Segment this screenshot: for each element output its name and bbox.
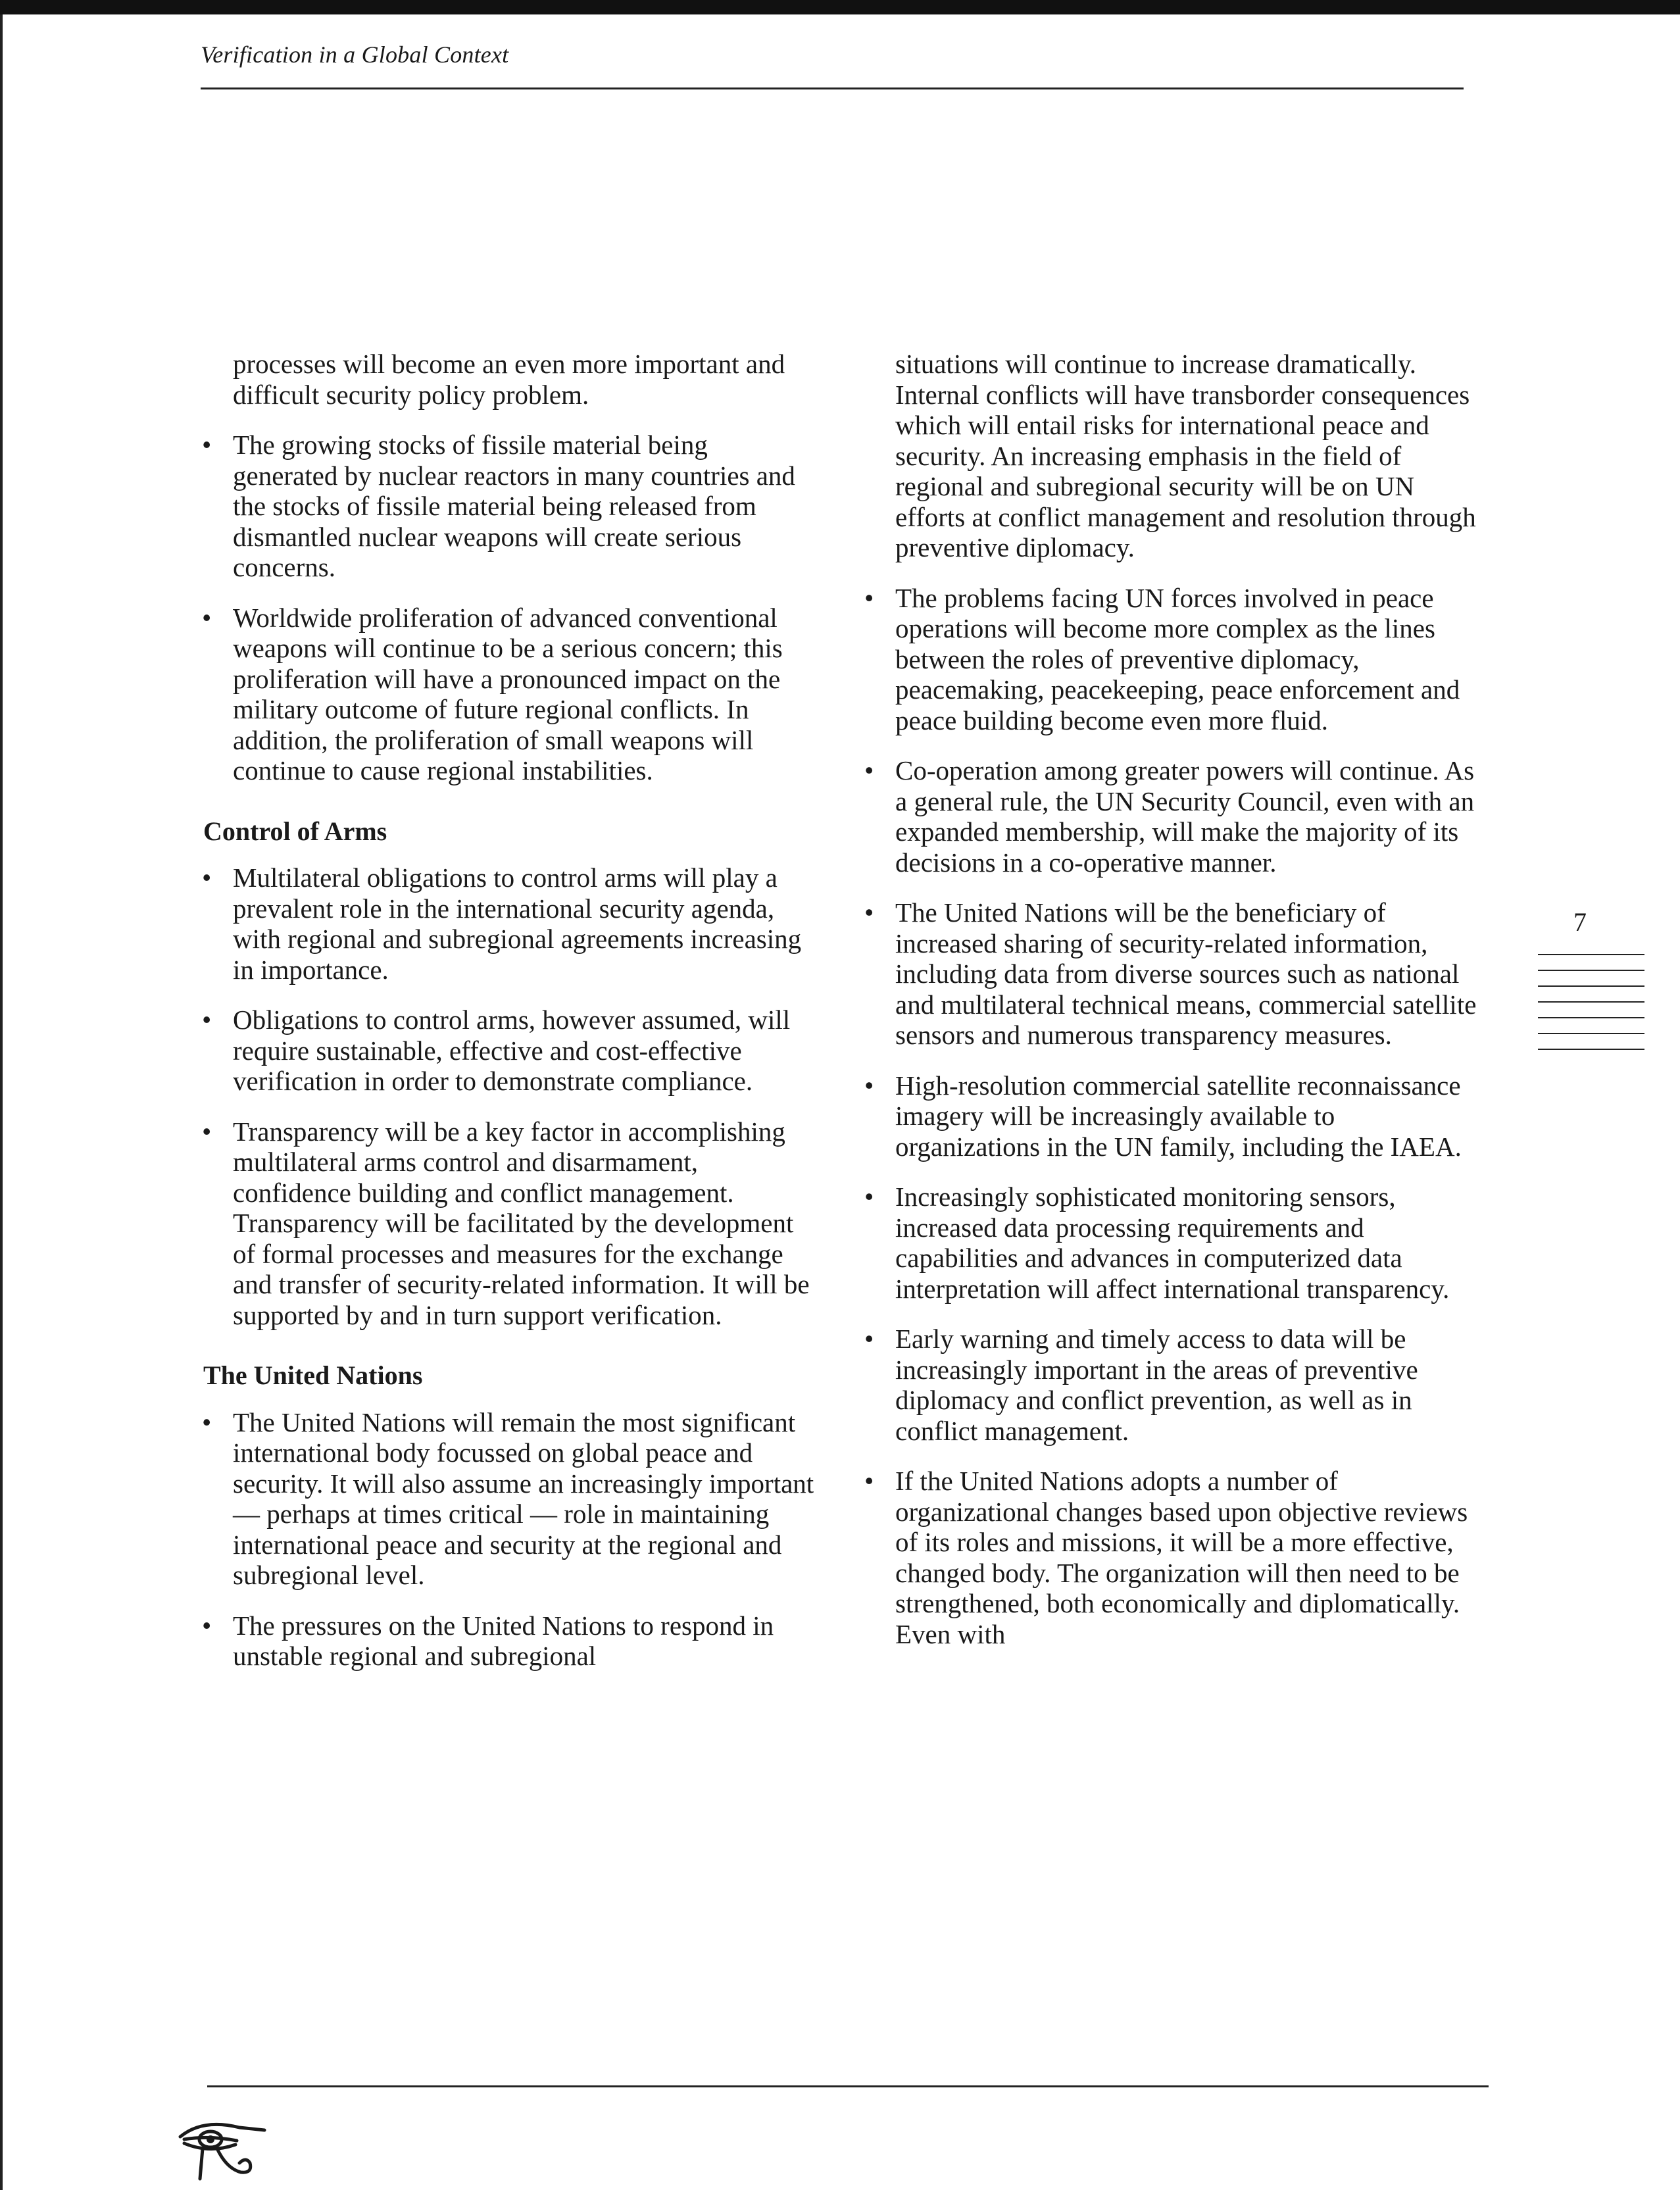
header-rule [201, 87, 1464, 89]
list-item-text: Multilateral obligations to control arms will play a prevalent role in the international security agenda, with regional and subregional agreements increasing in importance. [233, 862, 802, 985]
list-item-text: The United Nations will remain the most significant international body focussed on global peace and security. It will also assume an increasingly important — perhaps at times critical — role in maintaining international peace and security at the regional and subregional level. [233, 1406, 814, 1590]
list-item [201, 1407, 819, 1591]
list-item-text: Transparency will be a key factor in accomplishing multilateral arms control and disarmament, confidence building and conflict management. Transparency will be facilitated by the development of formal processes and measures for the exchange and transfer of security-related information. It will be supported by and in turn support verification. [233, 1116, 810, 1330]
margin-rule [1538, 970, 1644, 971]
list-item [863, 1070, 1481, 1162]
right-continuation-paragraph: situations will continue to increase dramatically. Internal conflicts will have transborder consequences which will entail risks for international peace and security. An increasing emphasis in the field of regional and subregional security will be on UN efforts at conflict management and resolution through preventive diplomacy. [895, 349, 1476, 562]
bullet-icon: • [864, 582, 874, 613]
page-number: 7 [1573, 907, 1587, 937]
list-item-text: The growing stocks of fissile material being generated by nuclear reactors in many countries and the stocks of fissile material being released from dismantled nuclear weapons will create serious concerns. [233, 430, 795, 582]
section-heading-control-of-arms: Control of Arms [203, 816, 387, 846]
list-item [863, 1182, 1481, 1304]
bullet-icon: • [202, 862, 212, 893]
running-title: Verification in a Global Context [201, 41, 509, 68]
list-item [201, 1005, 819, 1097]
list-item-text: High-resolution commercial satellite reconnaissance imagery will be increasingly available to organizations in the UN family, including the IAEA. [895, 1070, 1462, 1162]
list-item [863, 755, 1481, 878]
list-item-text: Obligations to control arms, however assumed, will require sustainable, effective and cost-effective verification in order to demonstrate compliance. [233, 1005, 791, 1096]
list-item-text: The problems facing UN forces involved in peace operations will become more complex as the lines between the roles of preventive diplomacy, peacemaking, peacekeeping, peace enforcement and peace building become even more fluid. [895, 582, 1460, 735]
list-item-text: The pressures on the United Nations to respond in unstable regional and subregional [233, 1610, 774, 1671]
list-item [863, 1466, 1481, 1649]
scan-top-edge [0, 0, 1680, 14]
bullet-icon: • [202, 1406, 212, 1437]
bullet-icon: • [202, 1610, 212, 1641]
bullet-icon: • [864, 1466, 874, 1496]
margin-rule [1538, 985, 1644, 987]
list-item-text: Worldwide proliferation of advanced conventional weapons will continue to be a serious concern; this proliferation will have a pronounced impact on the military outcome of future regional conflicts. In addition, the proliferation of small weapons will continue to cause regional instabilities. [233, 602, 783, 785]
list-item [863, 583, 1481, 736]
bullet-icon: • [864, 755, 874, 785]
margin-rule [1538, 954, 1644, 955]
footer-rule [207, 2085, 1489, 2087]
bullet-icon: • [864, 1324, 874, 1354]
bullet-icon: • [202, 1116, 212, 1147]
margin-rule [1538, 1017, 1644, 1018]
right-column [863, 349, 1481, 1669]
left-column [201, 349, 819, 1691]
list-item-text: Co-operation among greater powers will continue. As a general rule, the UN Security Council, even with an expanded membership, will make the majority of its decisions in a co-operative manner. [895, 755, 1475, 878]
list-item-text: Early warning and timely access to data will be increasingly important in the areas of preventive diplomacy and conflict prevention, as well as in conflict management. [895, 1324, 1418, 1446]
list-item [201, 603, 819, 786]
list-item [201, 1610, 819, 1672]
list-item-text: The United Nations will be the beneficiary of increased sharing of security-related information, including data from diverse sources such as national and multilateral technical means, commercial satellite sensors and numerous transparency measures. [895, 897, 1477, 1050]
bullet-icon: • [864, 1182, 874, 1212]
scan-left-edge [0, 14, 3, 2190]
list-item [201, 862, 819, 985]
bullet-icon: • [864, 1070, 874, 1101]
list-item-text: Increasingly sophisticated monitoring sensors, increased data processing requirements and capabilities and advances in computerized data interpretation will affect international transparency. [895, 1182, 1450, 1304]
left-intro-paragraph: processes will become an even more important and difficult security policy problem. [233, 349, 785, 410]
list-item-text: If the United Nations adopts a number of organizational changes based upon objective reviews of its roles and missions, it will be a more effective, changed body. The organization will then need to be strengthened, both economically and diplomatically. Even with [895, 1466, 1468, 1649]
list-item [863, 897, 1481, 1051]
margin-rule [1538, 1001, 1644, 1003]
list-item [863, 1324, 1481, 1446]
bullet-icon: • [864, 897, 874, 928]
list-item [201, 1116, 819, 1331]
section-heading-united-nations: The United Nations [203, 1360, 423, 1390]
bullet-icon: • [202, 1005, 212, 1035]
bullet-icon: • [202, 602, 212, 633]
bullet-icon: • [202, 430, 212, 460]
eye-of-horus-icon [176, 2117, 268, 2183]
margin-rule [1538, 1033, 1644, 1034]
margin-rule [1538, 1049, 1644, 1050]
margin-decoration [1538, 954, 1644, 1064]
list-item [201, 430, 819, 583]
